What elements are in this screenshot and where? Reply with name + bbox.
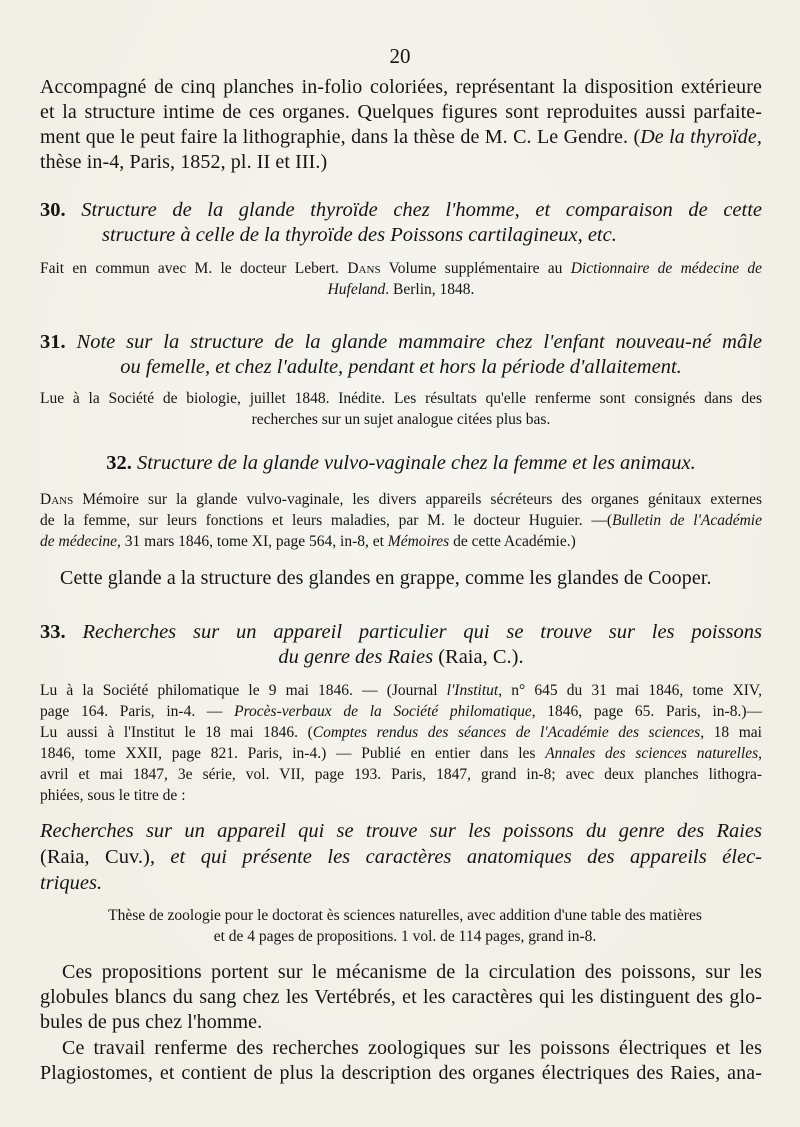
entry-32-note-text-3: , 31 mars 1846, tome XI, page 564, in-8, et bbox=[117, 533, 388, 550]
entry-33-title-text-2a: du genre des Raies bbox=[278, 646, 434, 668]
entry-32-note-line-3 bbox=[40, 531, 762, 552]
entry-33-para2-line-2: Plagiostomes, et contient de plus la description des organes électriques des Raies, ana- bbox=[40, 1062, 762, 1084]
intro-line-3 bbox=[40, 125, 762, 150]
entry-33-italic-title-line-2 bbox=[40, 844, 762, 870]
entry-30-title-text-1: Structure de la glande thyroïde chez l'homme, et comparaison de cette bbox=[81, 199, 763, 221]
entry-30-number: 30. bbox=[40, 199, 66, 221]
entry-33-title-line-1 bbox=[40, 620, 762, 645]
entry-33-note-3-italic: Comptes rendus des séances de l'Académie des sciences bbox=[312, 724, 701, 741]
entry-30-note-line-1 bbox=[40, 258, 762, 279]
entry-30-note-dans: Dans bbox=[347, 260, 381, 277]
entry-33-note bbox=[40, 680, 762, 806]
entry-33-note-2a: page 164. Paris, in-4. — bbox=[40, 703, 235, 720]
entry-33-note-3b: , 18 mai bbox=[700, 724, 762, 741]
entry-30-note-a: Fait en commun avec M. le docteur Lebert. bbox=[40, 260, 348, 277]
entry-32-note-italic-3: Mémoires bbox=[387, 533, 450, 550]
entry-31-title-line-2: ou femelle, et chez l'adulte, pendant et hors la période d'allaitement. bbox=[120, 356, 682, 378]
entry-33-paragraph-2 bbox=[40, 1036, 762, 1086]
entry-33-note-4-italic: Annales des sciences naturelles bbox=[545, 745, 759, 762]
entry-32-title-text: Structure de la glande vulvo-vaginale chez la femme et les animaux. bbox=[136, 452, 696, 474]
entry-30-note-b: Volume supplémentaire au bbox=[380, 260, 571, 277]
entry-30-note-italic-2: Hufeland bbox=[327, 281, 386, 298]
entry-33-note-line-1 bbox=[40, 680, 762, 701]
intro-line-2: et la structure intime de ces organes. Quelques figures sont reproduites aussi parfaite- bbox=[40, 101, 762, 123]
page-number: 20 bbox=[389, 44, 411, 68]
entry-31-note bbox=[40, 388, 762, 430]
entry-32-note-text-3b: de cette Académie.) bbox=[449, 533, 576, 550]
entry-33-note-line-5: avril et mai 1847, 3e série, vol. VII, page 193. Paris, 1847, grand in-8; avec deux planches lithogra- bbox=[40, 766, 762, 783]
entry-33-note-line-2 bbox=[40, 701, 762, 722]
entry-33-italic-title-line-1: Recherches sur un appareil qui se trouve sur les poissons du genre des Raies bbox=[40, 820, 762, 842]
intro-line-1: Accompagné de cinq planches in-folio coloriées, représentant la disposition extérieure bbox=[40, 76, 762, 98]
entry-30-note-c: . Berlin, 1848. bbox=[385, 281, 475, 298]
entry-32-note-text-2: de la femme, sur leurs fonctions et leurs maladies, par M. le docteur Huguier. —( bbox=[40, 512, 613, 529]
entry-32-note-italic-1: Bulletin de l'Académie bbox=[612, 512, 762, 529]
entry-30-note bbox=[40, 258, 762, 300]
entry-33-para1-line-3: bules de pus chez l'homme. bbox=[40, 1011, 263, 1033]
entry-33-thesis-line-1: Thèse de zoologie pour le doctorat ès sciences naturelles, avec addition d'une table des matières bbox=[108, 907, 702, 924]
entry-31-title bbox=[40, 330, 762, 380]
entry-33-paragraph-1 bbox=[40, 960, 762, 1035]
entry-33-note-line-3 bbox=[40, 722, 762, 743]
entry-33-note-1a: Lu à la Société philomatique le 9 mai 1846. — (Journal bbox=[40, 682, 447, 699]
entry-33-para1-line-2: globules blancs du sang chez les Vertébrés, et les caractères qui les distinguent des glo- bbox=[40, 986, 762, 1008]
entry-33-note-2b: , 1846, page 65. Paris, in-8.)— bbox=[531, 703, 762, 720]
entry-33-note-2-italic: Procès-verbaux de la Société philomatique bbox=[234, 703, 532, 720]
entry-31-note-line-2: recherches sur un sujet analogue citées plus bas. bbox=[251, 411, 551, 428]
entry-31-title-line-1 bbox=[40, 330, 762, 355]
entry-32-body: Cette glande a la structure des glandes en grappe, comme les glandes de Cooper. bbox=[60, 567, 712, 589]
entry-33-note-line-6: phiées, sous le titre de : bbox=[40, 787, 186, 804]
entry-33-thesis bbox=[60, 905, 750, 947]
entry-32-title-line bbox=[40, 451, 762, 476]
entry-33-title-text-2b: (Raia, C.). bbox=[433, 646, 524, 668]
entry-33-italic-title-2b: , et qui présente les caractères anatomiques des appareils élec- bbox=[149, 846, 762, 868]
entry-33-note-line-4 bbox=[40, 743, 762, 764]
entry-33-thesis-line-2: et de 4 pages de propositions. 1 vol. de 114 pages, grand in-8. bbox=[213, 928, 597, 945]
entry-33-note-4a: 1846, tome XXII, page 821. Paris, in-4.) — Publié en entier dans les bbox=[40, 745, 546, 762]
entry-33-note-3a: Lu aussi à l'Institut le 18 mai 1846. ( bbox=[40, 724, 313, 741]
entry-32-note-line-1 bbox=[40, 489, 762, 510]
entry-33-para1-line-1: Ces propositions portent sur le mécanisme de la circulation des poissons, sur les bbox=[62, 961, 762, 983]
entry-31-note-line-1: Lue à la Société de biologie, juillet 1848. Inédite. Les résultats qu'elle renferme sont consignés dans des bbox=[40, 390, 762, 407]
entry-30-note-line-2 bbox=[40, 279, 762, 300]
entry-33-title bbox=[40, 620, 762, 670]
entry-30-title-line-2: structure à celle de la thyroïde des Poissons cartilagineux, etc. bbox=[102, 224, 617, 246]
entry-33-number: 33. bbox=[40, 621, 66, 643]
entry-30-title-line-1 bbox=[40, 198, 762, 223]
entry-33-italic-title-line-3: triques. bbox=[40, 872, 103, 894]
entry-30-note-italic-1: Dictionnaire de médecine de bbox=[570, 260, 763, 277]
entry-33-note-4b: , bbox=[758, 745, 762, 762]
entry-33-note-1b: , n° 645 du 31 mai 1846, tome XIV, bbox=[498, 682, 763, 699]
intro-paragraph bbox=[40, 75, 762, 175]
entry-32-number: 32. bbox=[106, 452, 132, 474]
entry-32-note-text-1: Mémoire sur la glande vulvo-vaginale, les divers appareils sécréteurs des organes génitaux externes bbox=[73, 491, 762, 508]
entry-33-title-line-2 bbox=[40, 645, 762, 670]
entry-33-note-1-italic: l'Institut bbox=[446, 682, 499, 699]
entry-33-italic-title bbox=[40, 818, 762, 896]
entry-31-title-text-1: Note sur la structure de la glande mammaire chez l'enfant nouveau-né mâle bbox=[76, 331, 762, 353]
entry-32-note-italic-2: de médecine bbox=[40, 533, 118, 550]
entry-32-note bbox=[40, 489, 762, 552]
entry-33-italic-title-2a: (Raia, Cuv.) bbox=[40, 846, 150, 868]
entry-30-title bbox=[40, 198, 762, 248]
entry-32-note-dans: Dans bbox=[40, 491, 74, 508]
entry-33-title-text-1: Recherches sur un appareil particulier qui se trouve sur les poissons bbox=[82, 621, 762, 643]
intro-line-4: thèse in-4, Paris, 1852, pl. II et III.) bbox=[40, 151, 328, 173]
entry-31-number: 31. bbox=[40, 331, 66, 353]
entry-32-note-line-2 bbox=[40, 510, 762, 531]
entry-33-para2-line-1: Ce travail renferme des recherches zoologiques sur les poissons électriques et les bbox=[62, 1037, 762, 1059]
entry-32-title bbox=[40, 451, 762, 476]
intro-line-3-text: ment que le peut faire la lithographie, dans la thèse de M. C. Le Gendre. ( bbox=[40, 126, 641, 148]
intro-line-3-italic: De la thyroïde, bbox=[640, 126, 762, 148]
